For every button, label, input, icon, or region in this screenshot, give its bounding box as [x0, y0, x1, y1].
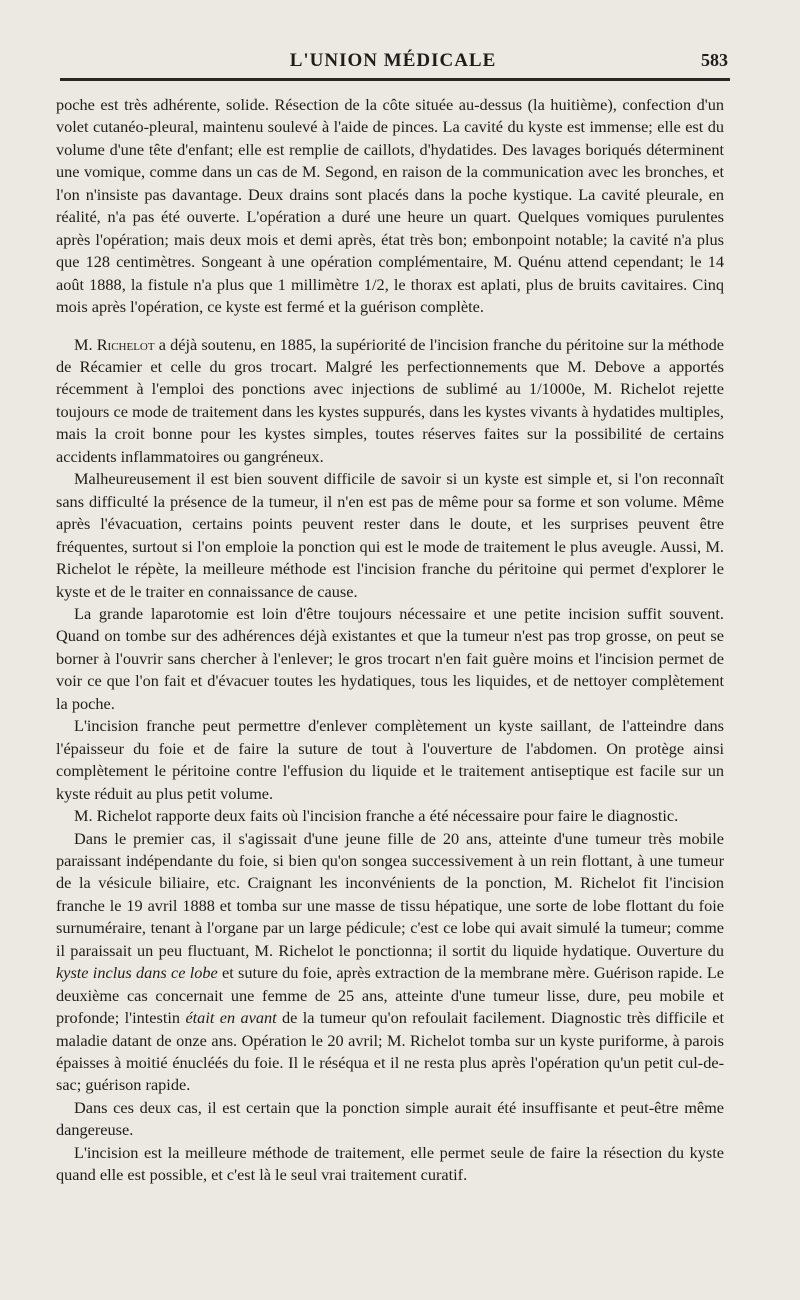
paragraph-conclusion-1 — [56, 1097, 724, 1142]
paragraph-text: Dans ces deux cas, il est certain que la ponction simple aurait été insuffisante et peut-être même dangereuse. — [56, 1097, 724, 1140]
author-smallcaps: Richelot — [96, 334, 155, 354]
paragraph-conclusion-2 — [56, 1142, 724, 1187]
paragraph-text: a déjà soutenu, en 1885, la supériorité de l'incision franche du péritoine sur la méthode de Récamier et celle du gros trocart. Malgré les perfectionnements que M. Debove a apportés récemment à l'emploi des ponctions avec injections de sublimé au 1/1000e, M. Richelot rejette toujours ce mode de traitement dans les kystes suppurés, dans les kystes vivants à hydatides multiples, mais la croit bonne pour les kystes simples, toutes réserves faites sur la possibilité de certains accidents inflammatoires ou gangréneux. — [56, 334, 724, 466]
running-title: L'UNION MÉDICALE — [289, 50, 497, 71]
paragraph-diagnosis-difficulty — [56, 468, 724, 603]
paragraph-text: M. Richelot rapporte deux faits où l'incision franche a été nécessaire pour faire le diagnostic. — [74, 806, 679, 826]
italic-phrase: était en avant — [185, 1008, 277, 1028]
running-header — [58, 46, 728, 76]
paragraph-two-cases — [56, 805, 724, 827]
paragraph-text: La grande laparotomie est loin d'être toujours nécessaire et une petite incision suffit souvent. Quand on tombe sur des adhérences déjà existantes et que la tumeur n'est pas trop grosse, on peut se borner à l'ouvrir sans chercher à l'enlever; le gros trocart n'en fait guère moins et l'incision permet de voir ce que l'on fait et d'évacuer toutes les hydatiques, tous les liquides, et de nettoyer complètement la poche. — [56, 603, 724, 713]
paragraph-text: poche est très adhérente, solide. Résection de la côte située au-dessus (la huitième), confection d'un volet cutanéo-pleural, maintenu soulevé à l'aide de pinces. La cavité du kyste est immense; elle est du volume d'une tête d'enfant; elle est remplie de caillots, d'hydatides. Des lavages boriqués déterminent une vomique, comme dans un cas de M. Segond, en raison de la communication avec les bronches, et l'on n'insiste pas davantage. Deux drains sont placés dans la poche kystique. La cavité pleurale, en réalité, n'a pas été ouverte. L'opération a duré une heure un quart. Quelques vomiques purulentes après l'opération; mais deux mois et demi après, état très bon; embonpoint notable; la cavité n'a plus que 128 centimètres. Songeant à une opération complémentaire, M. Quénu attend cependant; le 14 août 1888, la fistule n'a plus que 1 millimètre 1/2, le thorax est aplati, plus de bruits cavitaires. Cinq mois après l'opération, ce kyste est fermé et la guérison complète. — [56, 95, 724, 317]
italic-phrase: kyste inclus dans ce lobe — [56, 963, 218, 983]
page-number: 583 — [701, 50, 728, 70]
paragraph-text: Dans le premier cas, il s'agissait d'une jeune fille de 20 ans, atteinte d'une tumeur très mobile paraissant indépendante du foie, si bien qu'on songea successivement à un rein flottant, à une tumeur de la vésicule biliaire, etc. Craignant les inconvénients de la ponction, M. Richelot fit l'incision franche le 19 avril 1888 et tomba sur une masse de tissu hépatique, une sorte de lobe flottant du foie surnuméraire, tenant à l'organe par un large pédicule; c'est ce lobe qui avait simulé la tumeur; comme il paraissait un peu fluctuant, M. Richelot le ponctionna; il sortit du liquide hydatique. Ouverture du — [56, 828, 724, 960]
paragraph-gap — [56, 319, 724, 334]
paragraph-text: L'incision est la meilleure méthode de traitement, elle permet seule de faire la résection du kyste quand elle est possible, et c'est là le seul vrai traitement curatif. — [56, 1142, 724, 1185]
article-body — [56, 94, 724, 1187]
paragraph-richelot-intro — [56, 334, 724, 469]
paragraph-continuation — [56, 94, 724, 319]
paragraph-text: de la tumeur qu'on refoulait facilement. Diagnostic très difficile et maladie datant de onze ans. Opération le 20 avril; M. Richelot tomba sur un kyste puriforme, à parois épaisses à moitié énucléés du foie. Il le réséqua et il ne resta plus après l'opération qu'un petit cul-de-sac; guérison rapide. — [56, 1008, 725, 1095]
paragraph-case-details — [56, 828, 724, 1097]
paragraph-incision-franche — [56, 715, 724, 805]
paragraph-lead: M. — [74, 334, 97, 354]
paragraph-text: et suture du foie, après extraction de la membrane mère. Guérison rapide. Le deuxième cas concernait une femme de 25 ans, atteinte d'une tumeur lisse, dure, peu mobile et profonde; l'intestin — [56, 963, 725, 1028]
paragraph-text: Malheureusement il est bien souvent difficile de savoir si un kyste est simple et, si l'on reconnaît sans difficulté la présence de la tumeur, il n'en est pas de même pour sa forme et son volume. Même après l'évacuation, certains points peuvent rester dans le doute, et les surprises peuvent être fréquentes, surtout si l'on emploie la ponction qui est le mode de traitement le plus aveugle. Aussi, M. Richelot le répète, la meilleure méthode est l'incision franche du péritoine qui permet d'explorer le kyste et de le traiter en connaissance de cause. — [56, 469, 724, 601]
paragraph-text: L'incision franche peut permettre d'enlever complètement un kyste saillant, de l'atteindre dans l'épaisseur du foie et de faire la suture de tout à l'ouverture de l'abdomen. On protège ainsi complètement le péritoine contre l'effusion du liquide et le traitement antiseptique est facile sur un kyste réduit au plus petit volume. — [56, 716, 724, 803]
paragraph-laparotomy — [56, 603, 724, 715]
header-rule — [60, 78, 730, 81]
